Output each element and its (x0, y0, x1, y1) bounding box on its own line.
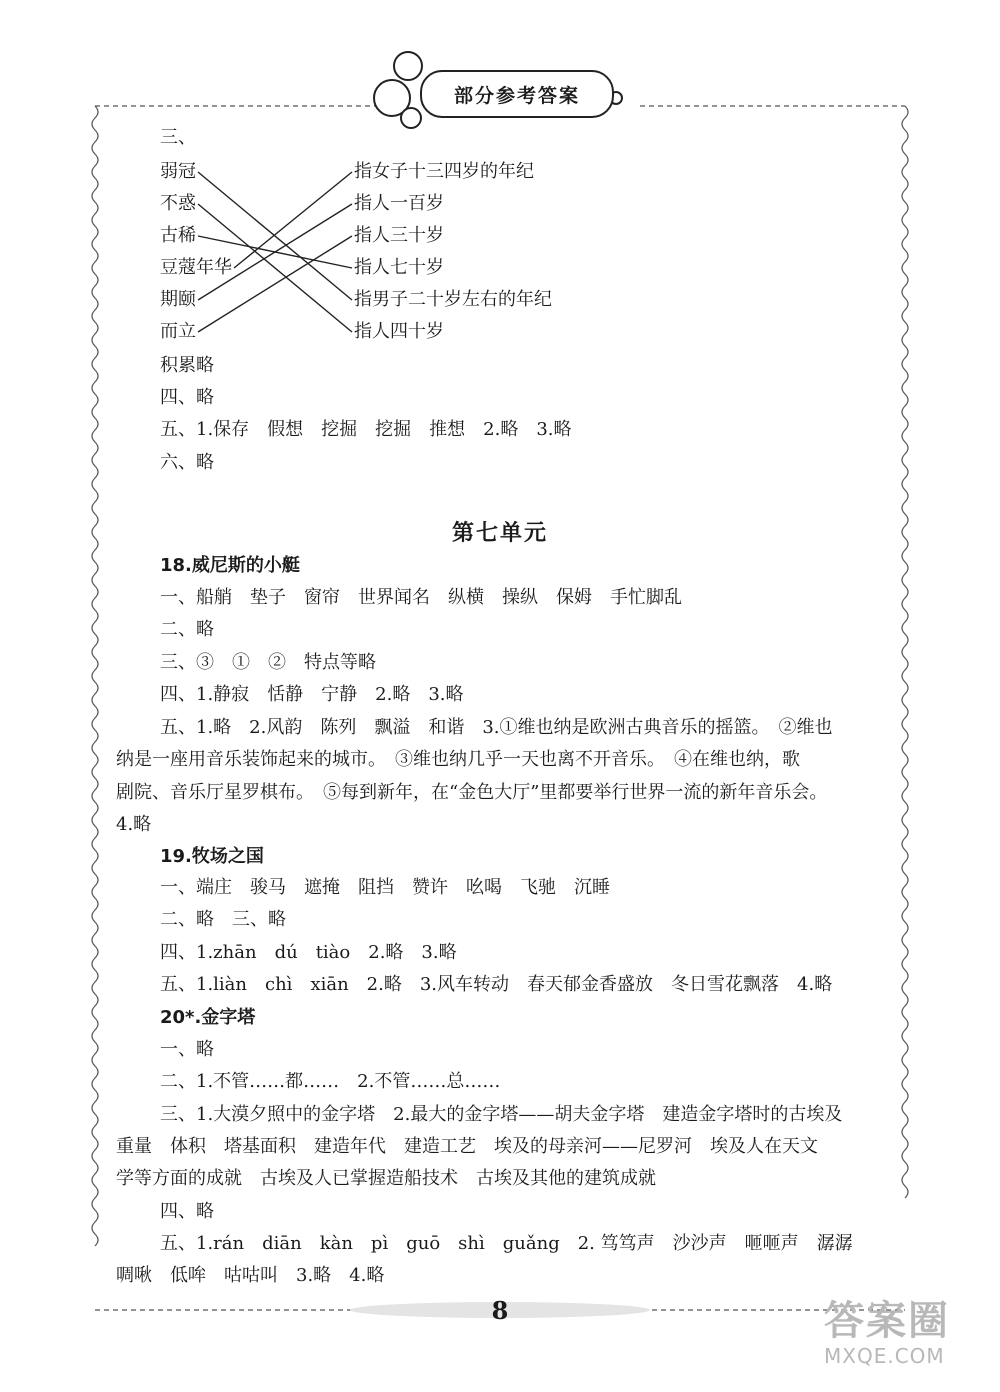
unit-title: 第七单元 (451, 521, 548, 546)
answer-line: 重量 体积 塔基面积 建造年代 建造工艺 埃及的母亲河——尼罗河 埃及人在天文 (116, 1136, 818, 1157)
answer-line: 五、1.rán diān kàn pì guō shì guǎng 2. 笃笃声 沙沙声 咂咂声 潺潺 (160, 1233, 853, 1254)
lesson-title: 18.威尼斯的小艇 (160, 555, 300, 576)
answer-line: 四、1.静寂 恬静 宁静 2.略 3.略 (160, 684, 464, 705)
watermark-url: MXQE.COM (824, 1344, 945, 1368)
matching-left-item: 而立 (160, 321, 196, 342)
matching-right-item: 指男子二十岁左右的年纪 (354, 289, 552, 310)
answer-line: 六、略 (160, 452, 214, 473)
matching-right-item: 指人四十岁 (354, 321, 444, 342)
matching-right-item: 指人七十岁 (354, 257, 444, 278)
answer-line: 4.略 (116, 814, 152, 835)
matching-left-item: 豆蔻年华 (160, 257, 232, 278)
answer-line: 二、略 三、略 (160, 909, 286, 930)
answer-line: 剧院、音乐厅星罗棋布。 ⑤每到新年，在“金色大厅”里都要举行世界一流的新年音乐会。 (116, 782, 828, 803)
matching-connector-line (234, 172, 352, 268)
matching-left-item: 弱冠 (160, 161, 196, 182)
answer-line: 二、1.不管……都…… 2.不管……总…… (160, 1071, 501, 1092)
header-title: 部分参考答案 (420, 70, 614, 118)
matching-connector-line (198, 204, 352, 300)
answer-line: 一、船艄 垫子 窗帘 世界闻名 纵横 操纵 保姆 手忙脚乱 (160, 587, 682, 608)
matching-left-item: 期颐 (160, 289, 196, 310)
matching-right-item: 指女子十三四岁的年纪 (354, 161, 534, 182)
matching-left-item: 不惑 (160, 193, 196, 214)
answer-line: 二、略 (160, 619, 214, 640)
answer-line: 学等方面的成就 古埃及人已掌握造船技术 古埃及其他的建筑成就 (116, 1168, 656, 1189)
answer-line: 五、1.保存 假想 挖掘 挖掘 推想 2.略 3.略 (160, 419, 572, 440)
matching-right-item: 指人三十岁 (354, 225, 444, 246)
accumulation-line: 积累略 (160, 355, 214, 376)
answer-line: 一、略 (160, 1039, 214, 1060)
answer-line: 四、略 (160, 387, 214, 408)
answer-line: 啁啾 低哞 咕咕叫 3.略 4.略 (116, 1265, 385, 1286)
answer-line: 一、端庄 骏马 遮掩 阻挡 赞许 吆喝 飞驰 沉睡 (160, 877, 610, 898)
answer-line: 纳是一座用音乐装饰起来的城市。 ③维也纳几乎一天也离不开音乐。 ④在维也纳，歌 (116, 749, 800, 770)
answer-line: 五、1.略 2.风韵 陈列 飘溢 和谐 3.①维也纳是欧洲古典音乐的摇篮。 ②维也 (160, 717, 833, 738)
lesson-title: 20*.金字塔 (160, 1007, 256, 1028)
answer-line: 四、略 (160, 1201, 214, 1222)
answer-line: 五、1.liàn chì xiān 2.略 3.风车转动 春天郁金香盛放 冬日雪花飘落 4.略 (160, 974, 833, 995)
watermark-logo (824, 1298, 994, 1378)
watermark-text: 答案圈 (824, 1298, 950, 1344)
matching-left-item: 古稀 (160, 225, 196, 246)
answer-line: 三、③ ① ② 特点等略 (160, 652, 376, 673)
answer-line: 三、1.大漠夕照中的金字塔 2.最大的金字塔——胡夫金字塔 建造金字塔时的古埃及 (160, 1104, 843, 1125)
answer-line: 四、1.zhān dú tiào 2.略 3.略 (160, 942, 457, 963)
page-number: 8 (491, 1296, 509, 1325)
matching-heading: 三、 (160, 127, 196, 148)
matching-right-item: 指人一百岁 (354, 193, 444, 214)
lesson-title: 19.牧场之国 (160, 846, 264, 867)
matching-connector-line (198, 236, 352, 332)
matching-connector-line (198, 204, 352, 332)
